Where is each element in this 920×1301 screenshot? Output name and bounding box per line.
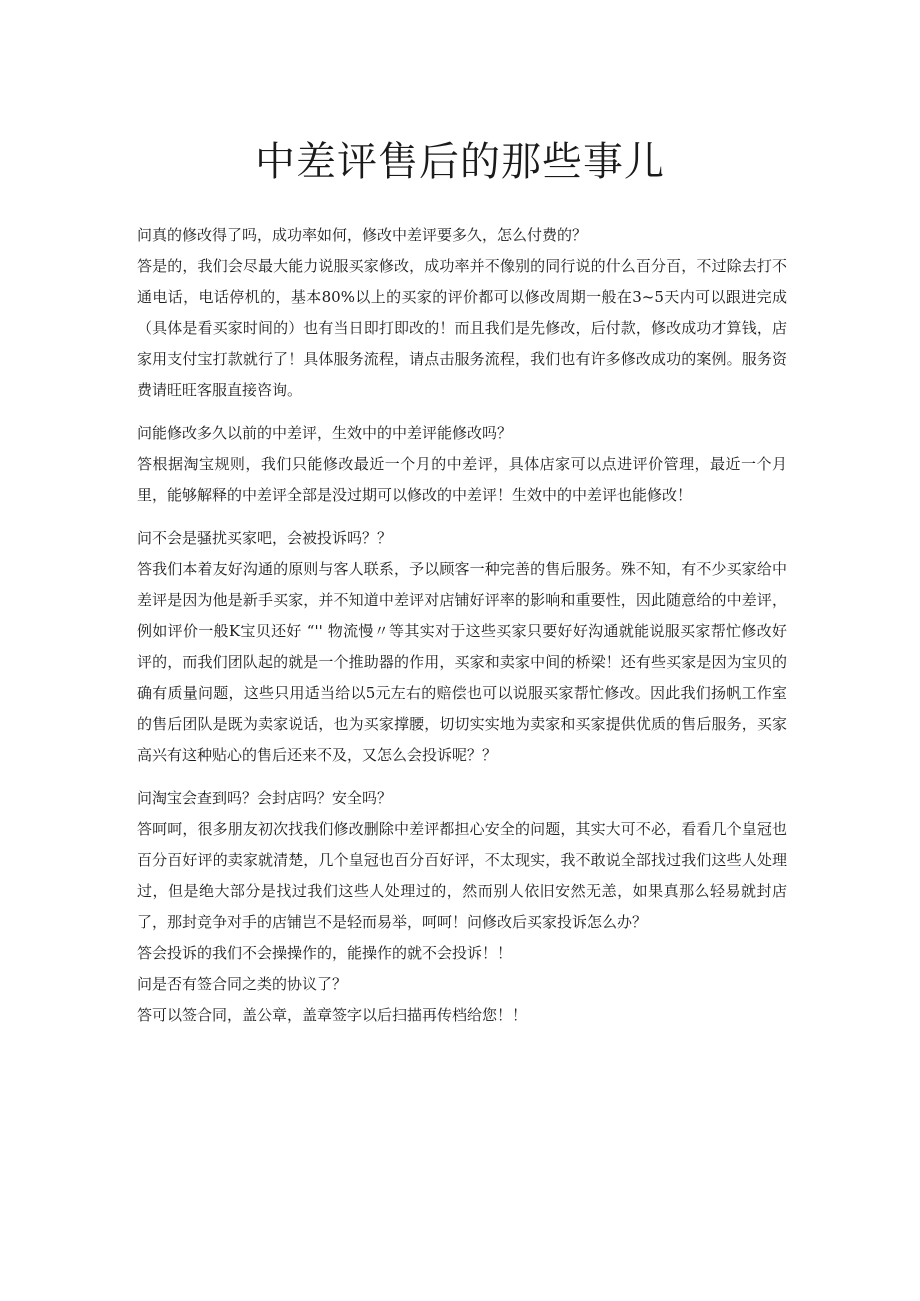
question-3: 问不会是骚扰买家吧，会被投诉吗？？ (137, 529, 393, 547)
answer-2: 答根据淘宝规则，我们只能修改最近一个月的中差评，具体店家可以点进评价管理，最近一个月里，能够解释的中差评全部是没过期可以修改的中差评！生效中的中差评也能修改！ (137, 455, 787, 504)
question-6: 问是否有签合同之类的协议了？ (137, 975, 348, 993)
question-1: 问真的修改得了吗，成功率如何，修改中差评要多久，怎么付费的？ (137, 226, 588, 244)
question-4: 问淘宝会查到吗？会封店吗？安全吗？ (137, 789, 393, 807)
answer-6: 答可以签合同，盖公章，盖章签字以后扫描再传档给您！！ (137, 1006, 528, 1024)
answer-1: 答是的，我们会尽最大能力说服买家修改，成功率并不像别的同行说的什么百分百，不过除去打不通电话，电话停机的，基本80%以上的买家的评价都可以修改周期一般在3~5天内可以跟进完成（具体是看买家时间的）也有当日即打即改的！而且我们是先修改，后付款，修改成功才算钱，店家用支付宝打款就行了！具体服务流程，请点击服务流程，我们也有许多修改成功的案例。服务资费请旺旺客服直接咨询。 (137, 257, 787, 399)
question-2: 问能修改多久以前的中差评，生效中的中差评能修改吗？ (137, 424, 513, 442)
answer-4: 答呵呵，很多朋友初次找我们修改删除中差评都担心安全的问题，其实大可不必，看看几个皇冠也百分百好评的卖家就清楚，几个皇冠也百分百好评，不太现实，我不敢说全部找过我们这些人处理过，但是绝大部分是找过我们这些人处理过的，然而别人依旧安然无恙，如果真那么轻易就封店了，那封竞争对手的店铺岂不是轻而易举，呵呵！问修改后买家投诉怎么办？ (137, 820, 787, 931)
document-body (137, 220, 787, 1031)
answer-3: 答我们本着友好沟通的原则与客人联系，予以顾客一种完善的售后服务。殊不知，有不少买家给中差评是因为他是新手买家，并不知道中差评对店铺好评率的影响和重要性，因此随意给的中差评，例如评价一般K宝贝还好 “'' 物流慢〃等其实对于这些买家只要好好沟通就能说服买家帮忙修改好评的，而我们团队起的就是一个推助器的作用，买家和卖家中间的桥梁！还有些买家是因为宝贝的确有质量问题，这些只用适当给以5元左右的赔偿也可以说服买家帮忙修改。因此我们扬帆工作室的售后团队是既为卖家说话，也为买家撑腰，切切实实地为卖家和买家提供优质的售后服务，买家高兴有这种贴心的售后还来不及，又怎么会投诉呢？？ (137, 560, 787, 764)
answer-5: 答会投诉的我们不会操操作的，能操作的就不会投诉！！ (137, 944, 513, 962)
document-title: 中差评售后的那些事儿 (255, 139, 665, 185)
